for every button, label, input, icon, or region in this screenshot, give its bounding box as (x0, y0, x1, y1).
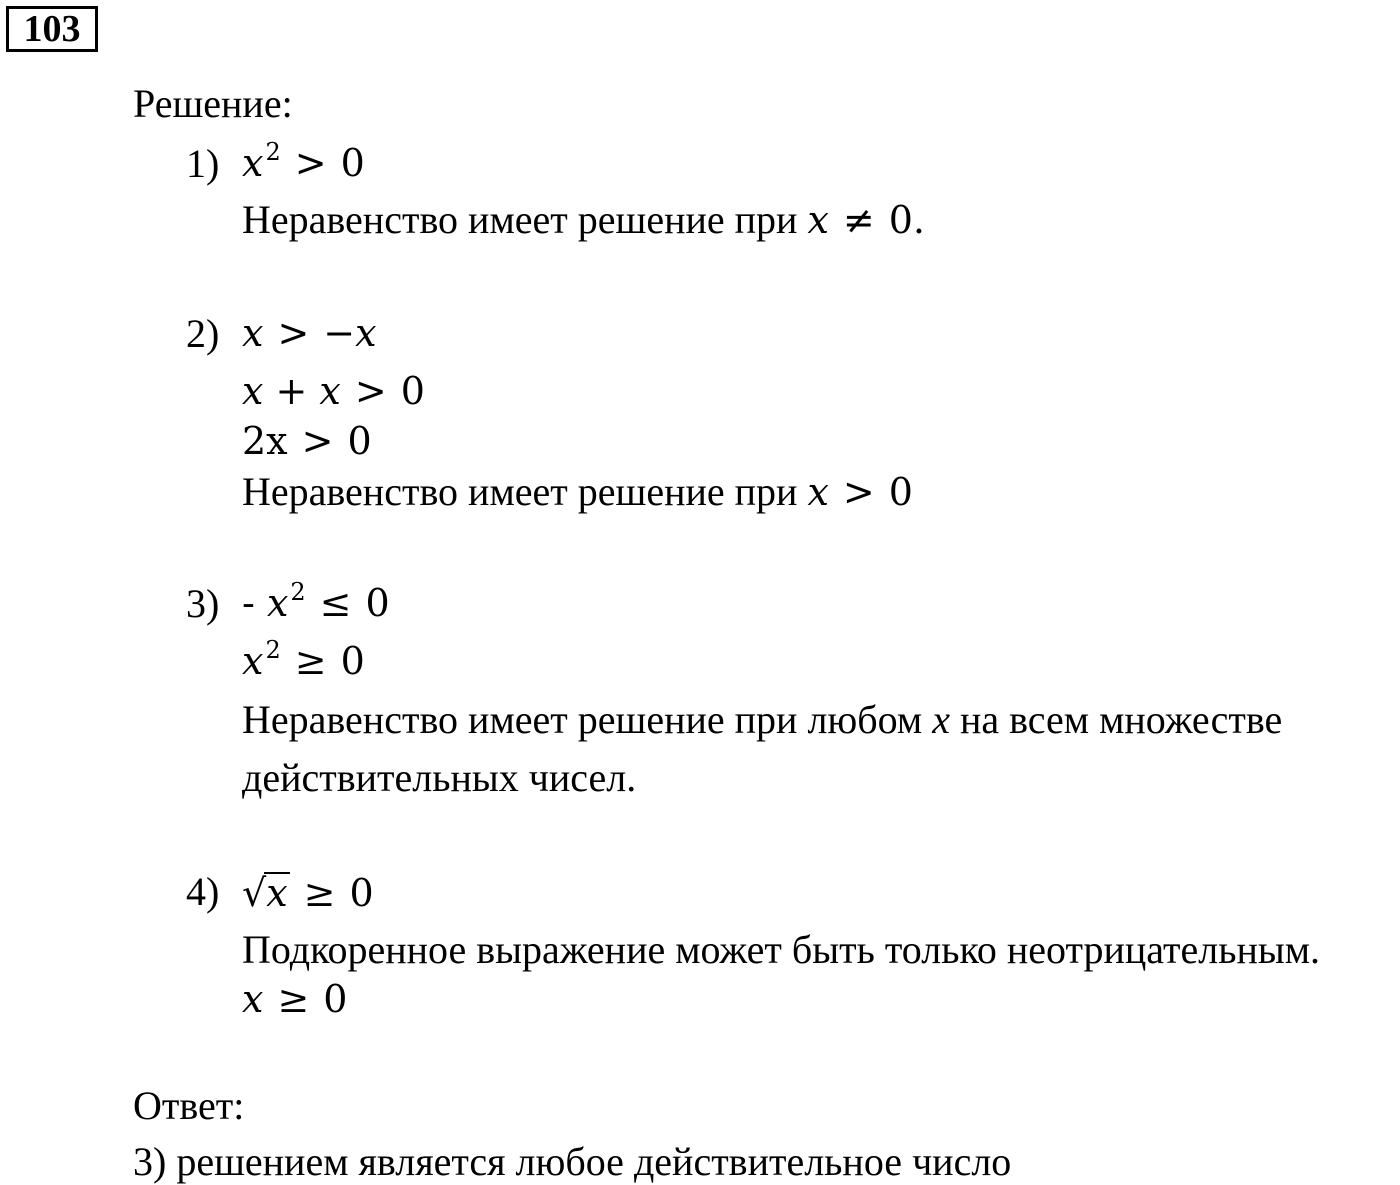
item-2-line-1: x > −x (242, 311, 377, 355)
item-2-text: Неравенство имеет решение при x > 0 (242, 469, 913, 514)
item-3-line-1: - $x^2 \le 0$ (242, 578, 390, 625)
item-4-result: x ≥ 0 (242, 977, 348, 1021)
item-4-number: 4) (186, 869, 220, 914)
item-1-expression: $x^2 > 0$ (242, 138, 365, 185)
item-3-text-line-2: действительных чисел. (242, 755, 637, 800)
item-2-number: 2) (186, 311, 220, 356)
answer-label: Ответ: (133, 1083, 245, 1128)
item-3-text: Неравенство имеет решение при любом x на всем множестве (242, 697, 1283, 742)
item-1-text: Неравенство имеет решение при x ≠ 0. (242, 197, 925, 242)
item-4-expression: √x ≥ 0 (242, 871, 374, 915)
square-root: √x (242, 871, 288, 915)
item-4-text: Подкоренное выражение может быть только неотрицательным. (242, 927, 1321, 972)
item-3-line-2: $x^2 \ge 0$ (242, 636, 365, 683)
item-2-line-3: 2x > 0 (242, 419, 372, 463)
solution-label: Решение: (133, 81, 293, 126)
item-2-line-2: x + x > 0 (242, 369, 425, 413)
item-1-number: 1) (186, 141, 220, 186)
item-3-number: 3) (186, 581, 220, 626)
problem-number: 103 (6, 6, 98, 52)
answer-text: 3) решением является любое действительное число (133, 1139, 1012, 1184)
